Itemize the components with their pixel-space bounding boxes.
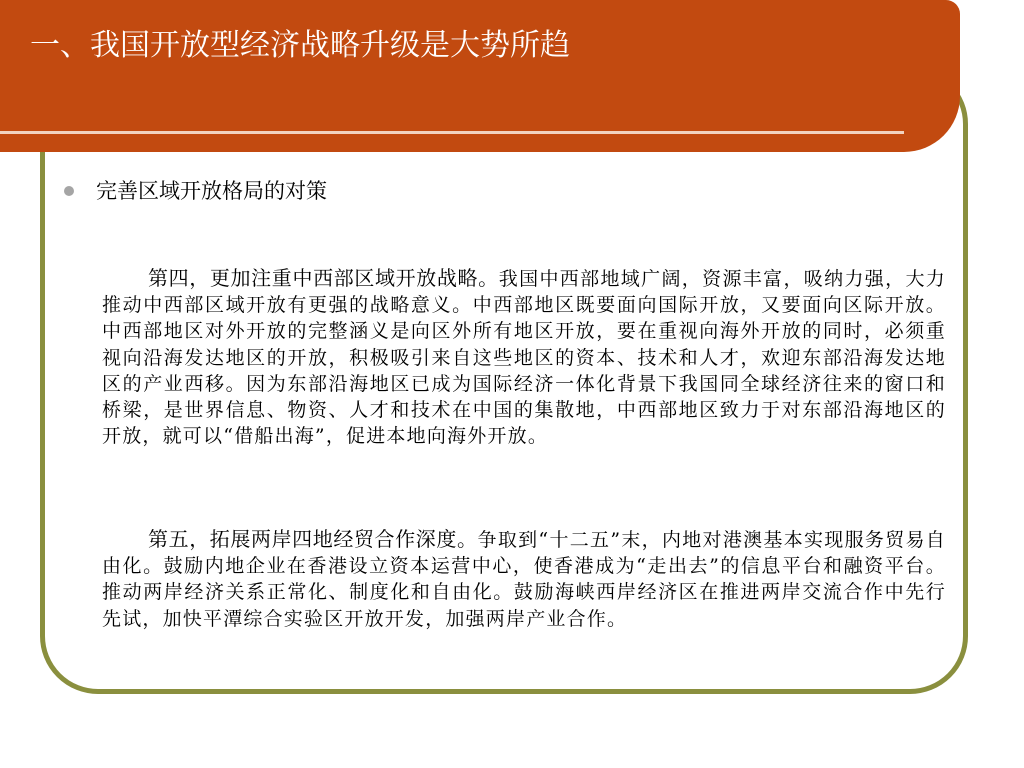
bullet-text: 完善区域开放格局的对策 [96,179,327,203]
paragraph-body: 我国中西部地域广阔，资源丰富，吸纳力强，大力推动中西部区域开放有更强的战略意义。中西部地区既要面向国际开放，又要面向区际开放。中西部地区对外开放的完整涵义是向区外所有地区开放，要在重视向海外开放的同时，必须重视向沿海发达地区的开放，积极吸引来自这些地区的资本、技术和人才，欢迎东部沿海发达地区的产业西移。因为东部沿海地区已成为国际经济一体化背景下我国同全球经济往来的窗口和桥梁，是世界信息、物资、人才和技术在中国的集散地，中西部地区致力于对东部沿海地区的开放，就可以“借船出海”，促进本地向海外开放。 [102,268,946,448]
bullet-item [64,176,327,206]
paragraph-fifth [102,526,946,632]
title-bar [0,0,960,152]
paragraph-lead: 第四，更加注重中西部区域开放战略。 [148,266,499,290]
title-divider [0,131,904,134]
slide-title: 一、我国开放型经济战略升级是大势所趋 [30,28,570,63]
bullet-dot-icon [64,186,74,196]
paragraph-body: 争取到“十二五”末，内地对港澳基本实现服务贸易自由化。鼓励内地企业在香港设立资本运营中心，使香港成为“走出去”的信息平台和融资平台。推动两岸经济关系正常化、制度化和自由化。鼓励海峡西岸经济区在推进两岸交流合作中先行先试，加快平潭综合实验区开放开发，加强两岸产业合作。 [102,529,946,630]
paragraph-lead: 第五，拓展两岸四地经贸合作深度。 [148,527,478,551]
paragraph-fourth [102,265,946,449]
